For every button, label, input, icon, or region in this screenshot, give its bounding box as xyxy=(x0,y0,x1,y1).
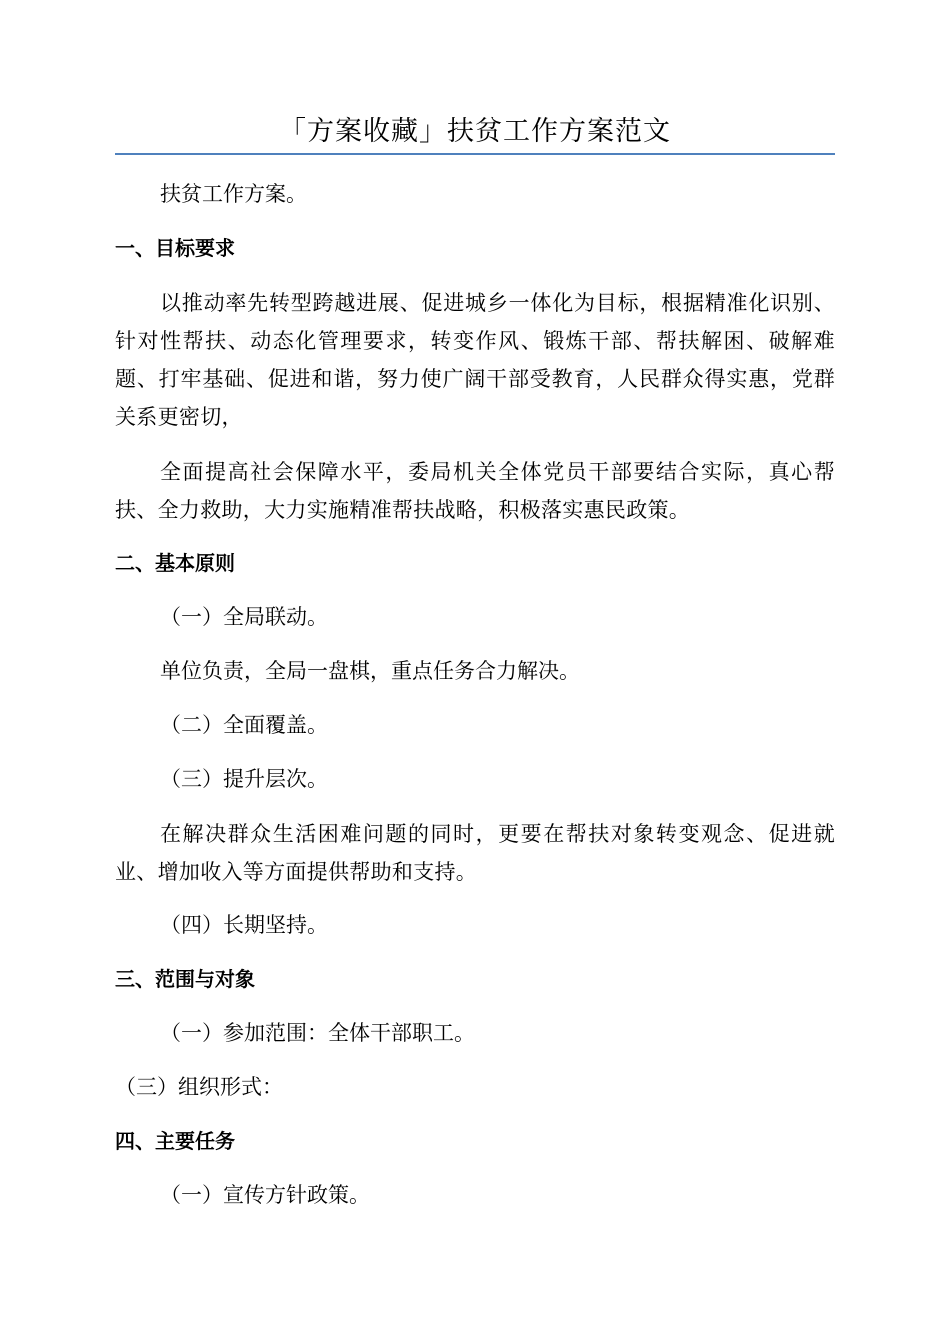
section-3-item-1: （一）参加范围：全体干部职工。 xyxy=(160,1021,475,1045)
section-heading-1: 一、目标要求 xyxy=(115,236,235,260)
section-2-item-4: （三）提升层次。 xyxy=(160,767,328,791)
section-2-item-1: （一）全局联动。 xyxy=(160,605,328,629)
title-underline xyxy=(115,153,835,155)
section-2-item-2: 单位负责，全局一盘棋，重点任务合力解决。 xyxy=(160,659,580,683)
section-2-item-5: 在解决群众生活困难问题的同时，更要在帮扶对象转变观念、促进就业、增加收入等方面提供帮助和支持。 xyxy=(115,822,835,884)
section-2-item-6: （四）长期坚持。 xyxy=(160,913,328,937)
section-heading-4: 四、主要任务 xyxy=(115,1129,235,1153)
intro-text: 扶贫工作方案。 xyxy=(160,182,307,206)
section-3-item-2: （三）组织形式： xyxy=(115,1075,283,1099)
section-heading-3: 三、范围与对象 xyxy=(115,967,255,991)
section-1-paragraph-2: 全面提高社会保障水平，委局机关全体党员干部要结合实际，真心帮扶、全力救助，大力实施精准帮扶战略，积极落实惠民政策。 xyxy=(115,460,835,522)
section-4-item-1: （一）宣传方针政策。 xyxy=(160,1183,370,1207)
section-1-paragraph-1: 以推动率先转型跨越进展、促进城乡一体化为目标，根据精准化识别、针对性帮扶、动态化管理要求，转变作风、锻炼干部、帮扶解困、破解难题、打牢基础、促进和谐，努力使广阔干部受教育，人民群众得实惠，党群关系更密切， xyxy=(115,291,835,429)
document-title: 「方案收藏」扶贫工作方案范文 xyxy=(279,116,671,147)
section-2-item-3: （二）全面覆盖。 xyxy=(160,713,328,737)
section-heading-2: 二、基本原则 xyxy=(115,551,235,575)
